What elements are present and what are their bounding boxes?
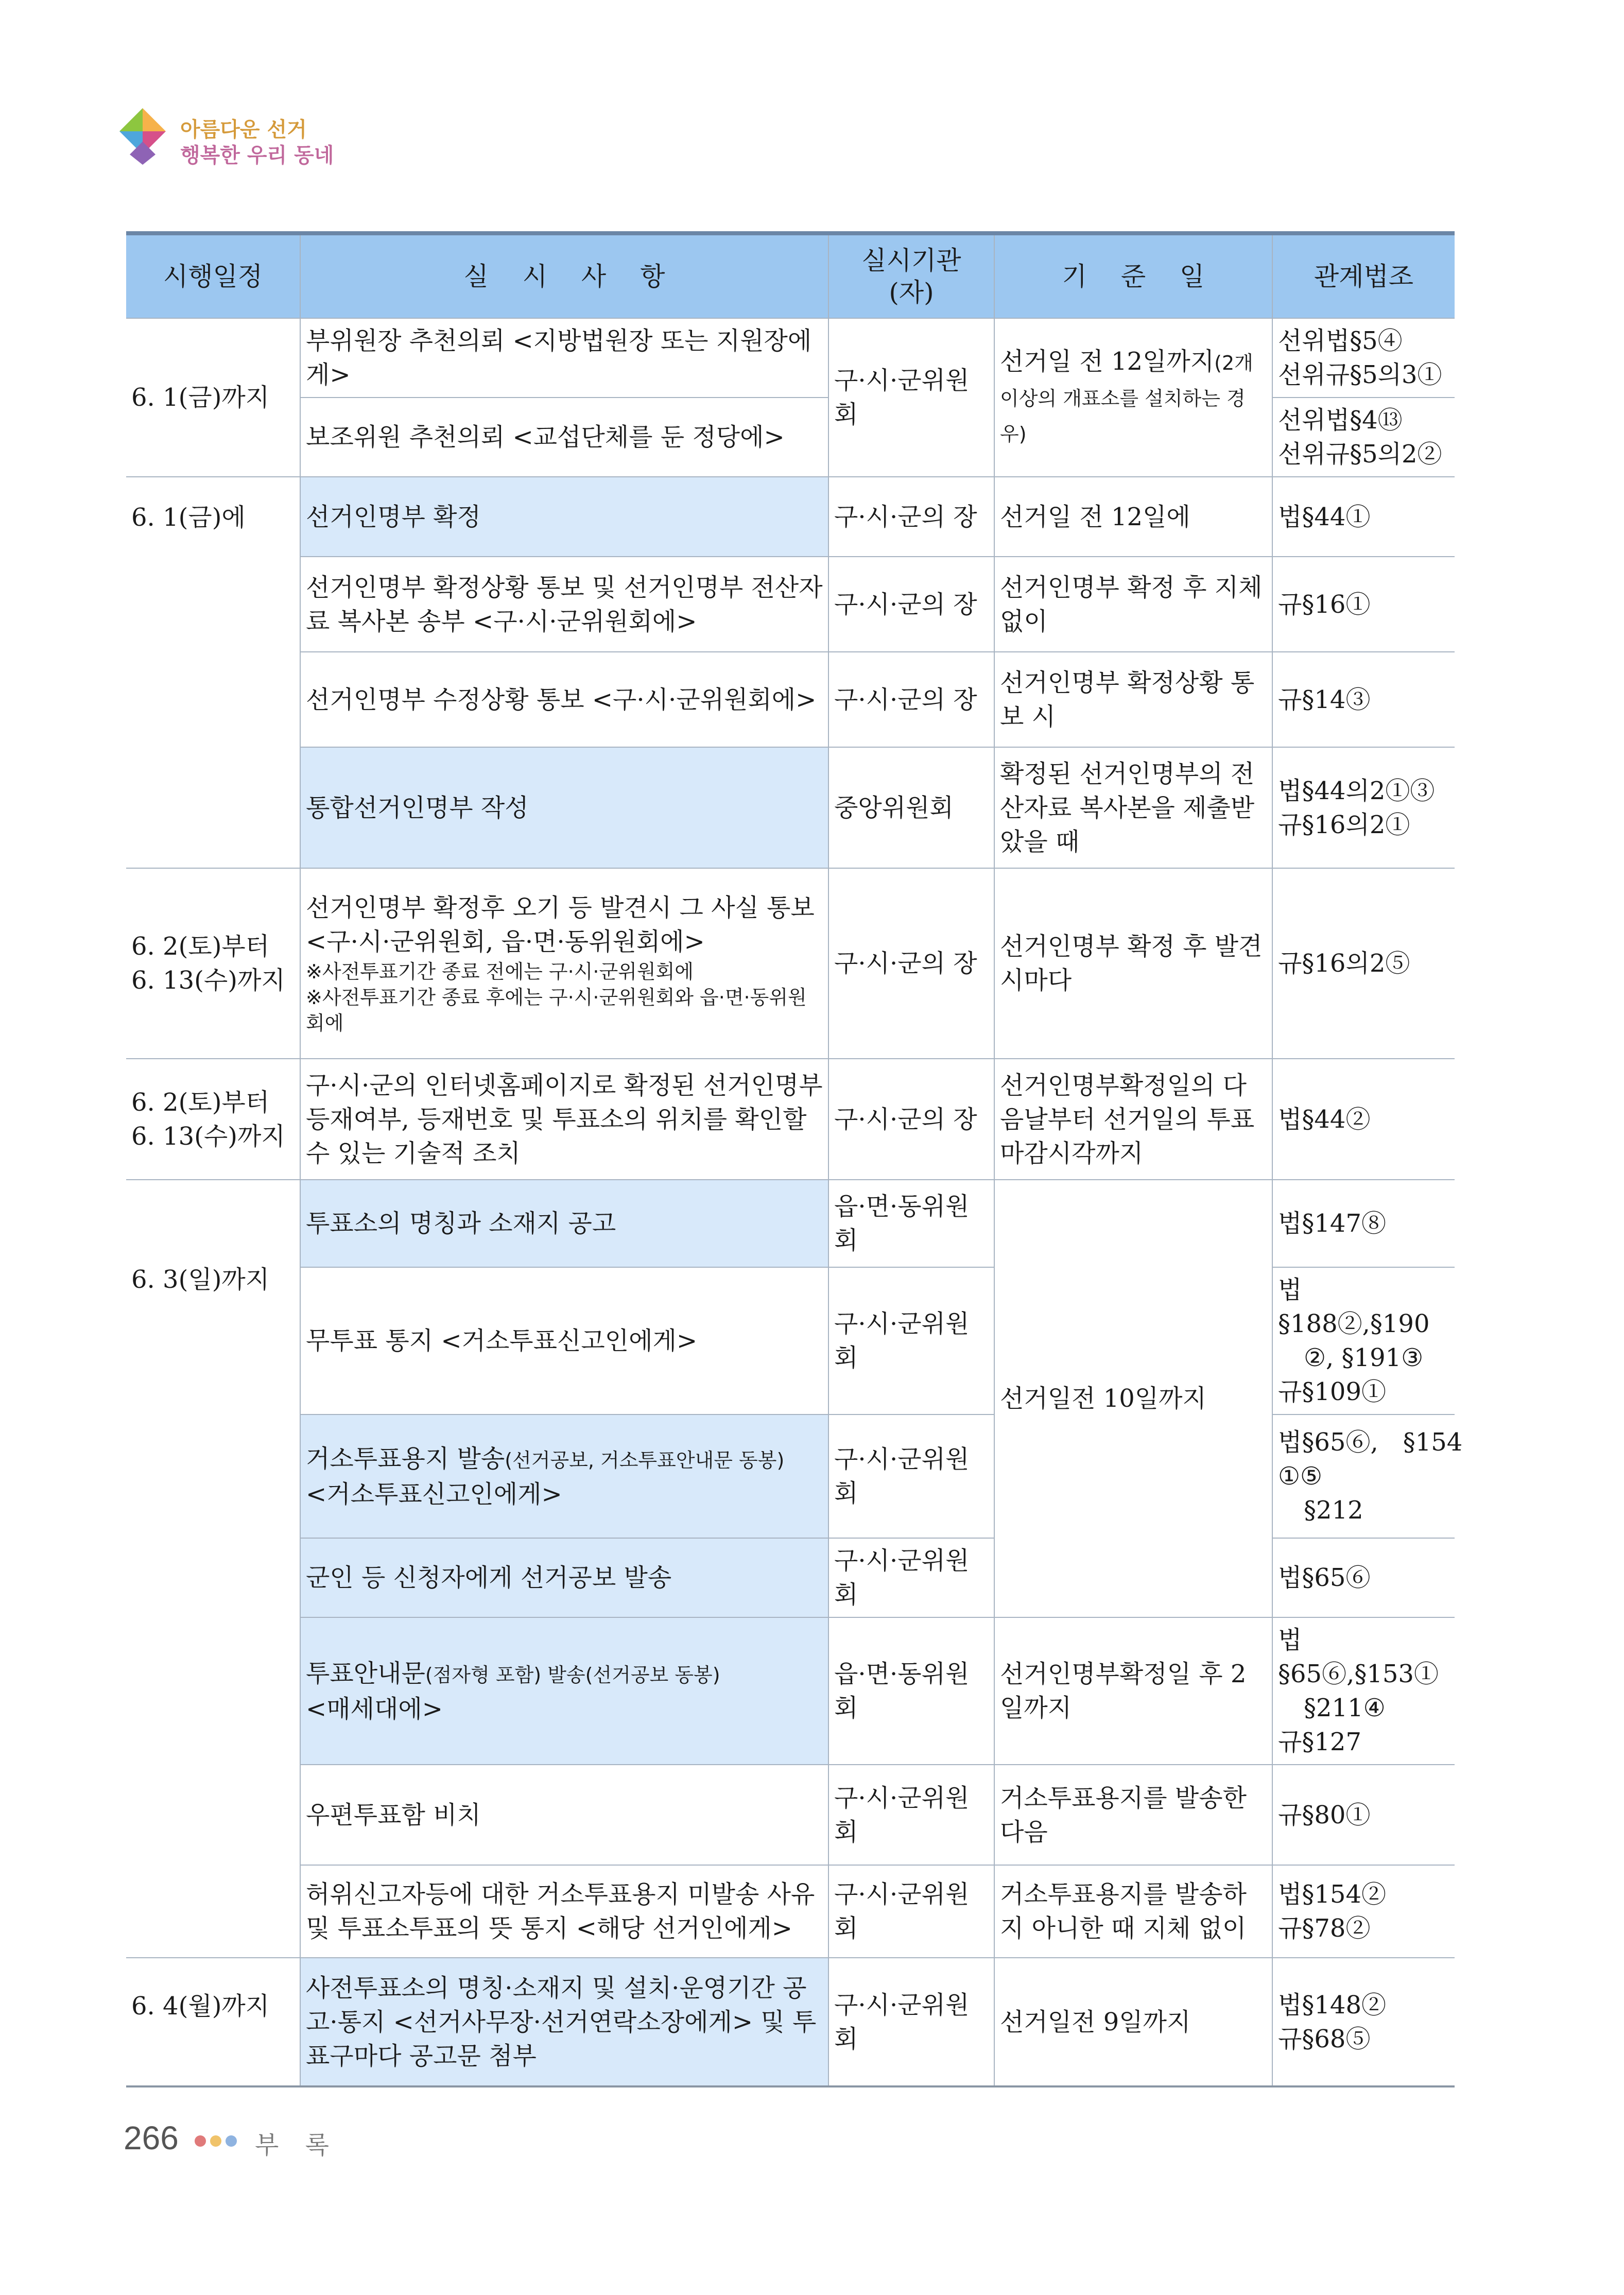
date-text: 6. 1(금)에	[131, 503, 246, 532]
agency-cell: 중앙위원회	[828, 747, 994, 868]
law-ref: 규§80①	[1278, 1800, 1371, 1830]
basis-cell: 거소투표용지를 발송한 다음	[994, 1765, 1272, 1865]
logo	[114, 106, 334, 172]
header-date: 시행일정	[126, 233, 300, 318]
item-cell: 허위신고자등에 대한 거소투표용지 미발송 사유 및 투표소투표의 뜻 통지 <해당 선거인에게>	[300, 1865, 828, 1958]
item-note: ※사전투표기간 종료 후에는 구·시·군위원회와 읍·면·동위원회에	[306, 986, 807, 1034]
law-ref: 법§148②	[1278, 1990, 1386, 2020]
date-text: 6. 3(일)까지	[131, 1265, 270, 1294]
agency-cell: 구·시·군위원회	[828, 1538, 994, 1617]
law-ref: 선위규§5의3①	[1278, 360, 1442, 389]
basis-text: 선거일 전 12일까지	[1000, 347, 1215, 376]
law-ref: 법§44②	[1278, 1105, 1371, 1134]
agency-cell: 읍·면·동위원회	[828, 1617, 994, 1765]
law-cell	[1272, 1267, 1455, 1414]
law-ref: 규§109①	[1278, 1377, 1386, 1406]
basis-cell: 선거인명부 확정상황 통보 시	[994, 652, 1272, 747]
item-cell: 선거인명부 확정상황 통보 및 선거인명부 전산자료 복사본 송부 <구·시·군위원회에>	[300, 557, 828, 652]
item-cell	[300, 1617, 828, 1765]
table-row	[126, 1765, 1455, 1865]
agency-cell: 구·시·군위원회	[828, 1414, 994, 1538]
law-ref: 법§188②,§190	[1278, 1275, 1430, 1338]
basis-cell: 선거일전 9일까지	[994, 1958, 1272, 2086]
table-row	[126, 868, 1455, 1059]
item-cell: 투표소의 명칭과 소재지 공고	[300, 1180, 828, 1267]
law-ref: 법§44①	[1278, 502, 1371, 531]
law-ref: 법§65⑥	[1278, 1563, 1371, 1592]
date-cell	[126, 1180, 300, 1958]
law-cell	[1272, 398, 1455, 477]
table-row	[126, 1617, 1455, 1765]
date-cell	[126, 477, 300, 868]
logo-line-2: 행복한 우리 동네	[180, 144, 334, 167]
law-ref: 규§68⑤	[1278, 2024, 1371, 2054]
law-ref: 선위규§5의2②	[1278, 440, 1442, 469]
law-ref: 규§16①	[1278, 590, 1371, 619]
section-label: 부 록	[255, 2131, 338, 2160]
law-cell	[1272, 1865, 1455, 1958]
law-cell	[1272, 1414, 1463, 1538]
law-ref: 규§78②	[1278, 1914, 1371, 1943]
item-cell: 통합선거인명부 작성	[300, 747, 828, 868]
item-cell: 구·시·군의 인터넷홈페이지로 확정된 선거인명부 등재여부, 등재번호 및 투표소의 위치를 확인할 수 있는 기술적 조치	[300, 1059, 828, 1180]
logo-line-1: 아름다운 선거	[180, 118, 307, 142]
law-cell	[1272, 652, 1455, 747]
law-ref: 규§16의2①	[1278, 810, 1410, 839]
date-cell: 6. 2(토)부터 6. 13(수)까지	[126, 868, 300, 1059]
table-row	[126, 477, 1455, 557]
law-cell	[1272, 477, 1455, 557]
law-cell	[1272, 747, 1455, 868]
law-cell	[1272, 1180, 1455, 1267]
law-cell	[1272, 868, 1455, 1059]
item-cell: 우편투표함 비치	[300, 1765, 828, 1865]
table-row	[126, 557, 1455, 652]
law-ref: 선위법§4⑬	[1278, 406, 1403, 435]
law-ref: §211④	[1304, 1694, 1386, 1722]
date-cell: 6. 4(월)까지	[126, 1958, 300, 2086]
page-number: 266	[124, 2119, 179, 2156]
law-ref: ②, §191③	[1304, 1343, 1424, 1372]
law-ref: 규§16의2⑤	[1278, 949, 1410, 978]
table-header-row	[126, 233, 1455, 318]
table-row	[126, 652, 1455, 747]
logo-mark-icon	[114, 106, 176, 167]
header-agency: 실시기관 (자)	[828, 233, 994, 318]
law-ref: 법§154②	[1278, 1880, 1386, 1909]
header-basis: 기 준 일	[994, 233, 1272, 318]
item-text: 거소투표용지 발송	[306, 1444, 505, 1473]
item-cell: 군인 등 신청자에게 선거공보 발송	[300, 1538, 828, 1617]
date-cell: 6. 1(금)까지	[126, 318, 300, 477]
table-row	[126, 1180, 1455, 1267]
law-ref: ①⑤	[1278, 1462, 1323, 1491]
law-ref: 법§44의2①③	[1278, 776, 1435, 805]
item-cell: 선거인명부 수정상황 통보 <구·시·군위원회에>	[300, 652, 828, 747]
item-note: (점자형 포함) 발송(선거공보 동봉)	[425, 1663, 720, 1686]
table-row	[126, 1958, 1455, 2086]
item-note: ※사전투표기간 종료 전에는 구·시·군위원회에	[306, 960, 694, 983]
law-ref: 법§147⑧	[1278, 1209, 1386, 1238]
dot	[226, 2135, 237, 2147]
item-cell: 보조위원 추천의뢰 <교섭단체를 둔 정당에>	[300, 398, 828, 477]
law-ref: 규§127	[1278, 1728, 1361, 1756]
basis-cell	[994, 318, 1272, 477]
item-text: 투표안내문	[306, 1659, 425, 1688]
item-cell	[300, 868, 828, 1059]
date-cell: 6. 2(토)부터 6. 13(수)까지	[126, 1059, 300, 1180]
basis-cell: 선거일전 10일까지	[994, 1180, 1272, 1617]
basis-cell: 선거인명부확정일 후 2일까지	[994, 1617, 1272, 1765]
law-cell	[1272, 557, 1455, 652]
table-row	[126, 318, 1455, 398]
item-tail: <거소투표신고인에게>	[306, 1479, 562, 1509]
law-ref: 선위법§5④	[1278, 326, 1403, 355]
table-row	[126, 1059, 1455, 1180]
agency-cell: 구·시·군위원회	[828, 1958, 994, 2086]
agency-cell: 구·시·군위원회	[828, 1865, 994, 1958]
logo-text	[180, 117, 334, 168]
dots-icon	[195, 2135, 246, 2151]
item-cell	[300, 1414, 828, 1538]
dot	[210, 2135, 221, 2147]
dot	[195, 2135, 206, 2147]
agency-cell: 구·시·군의 장	[828, 868, 994, 1059]
basis-cell: 선거인명부확정일의 다음날부터 선거일의 투표마감시각까지	[994, 1059, 1272, 1180]
table-row	[126, 747, 1455, 868]
basis-cell: 선거일 전 12일에	[994, 477, 1272, 557]
law-cell	[1272, 1765, 1455, 1865]
item-tail: <매세대에>	[306, 1694, 443, 1723]
table-row	[126, 1865, 1455, 1958]
schedule-table	[126, 231, 1463, 2087]
agency-cell: 구·시·군의 장	[828, 477, 994, 557]
law-cell	[1272, 1617, 1455, 1765]
agency-cell: 구·시·군의 장	[828, 557, 994, 652]
item-text: 선거인명부 확정후 오기 등 발견시 그 사실 통보 <구·시·군위원회, 읍·면·동위원회에>	[306, 893, 815, 956]
item-note: (선거공보, 거소투표안내문 동봉)	[505, 1448, 785, 1472]
agency-cell: 구·시·군의 장	[828, 652, 994, 747]
basis-cell: 선거인명부 확정 후 발견 시마다	[994, 868, 1272, 1059]
law-ref: 법§65⑥, §154	[1278, 1428, 1463, 1457]
law-cell	[1272, 1958, 1455, 2086]
law-cell	[1272, 318, 1455, 398]
basis-cell: 선거인명부 확정 후 지체 없이	[994, 557, 1272, 652]
item-cell: 사전투표소의 명칭·소재지 및 설치·운영기간 공고·통지 <선거사무장·선거연락소장에게> 및 투표구마다 공고문 첨부	[300, 1958, 828, 2086]
basis-cell: 확정된 선거인명부의 전산자료 복사본을 제출받았을 때	[994, 747, 1272, 868]
law-cell	[1272, 1059, 1455, 1180]
header-law: 관계법조	[1272, 233, 1455, 318]
law-ref: 규§14③	[1278, 685, 1371, 714]
law-ref: 법§65⑥,§153①	[1278, 1626, 1439, 1688]
item-cell: 무투표 통지 <거소투표신고인에게>	[300, 1267, 828, 1414]
agency-cell: 구·시·군의 장	[828, 1059, 994, 1180]
basis-note: (2개 이상의 개표소를 설치하는 경우)	[1000, 351, 1253, 445]
header-item: 실 시 사 항	[300, 233, 828, 318]
item-cell: 선거인명부 확정	[300, 477, 828, 557]
basis-cell: 거소투표용지를 발송하지 아니한 때 지체 없이	[994, 1865, 1272, 1958]
agency-cell: 읍·면·동위원회	[828, 1180, 994, 1267]
agency-cell: 구·시·군위원회	[828, 1267, 994, 1414]
agency-cell: 구·시·군위원회	[828, 1765, 994, 1865]
agency-cell: 구·시·군위원회	[828, 318, 994, 477]
law-cell	[1272, 1538, 1455, 1617]
item-cell: 부위원장 추천의뢰 <지방법원장 또는 지원장에게>	[300, 318, 828, 398]
law-ref: §212	[1304, 1496, 1363, 1525]
